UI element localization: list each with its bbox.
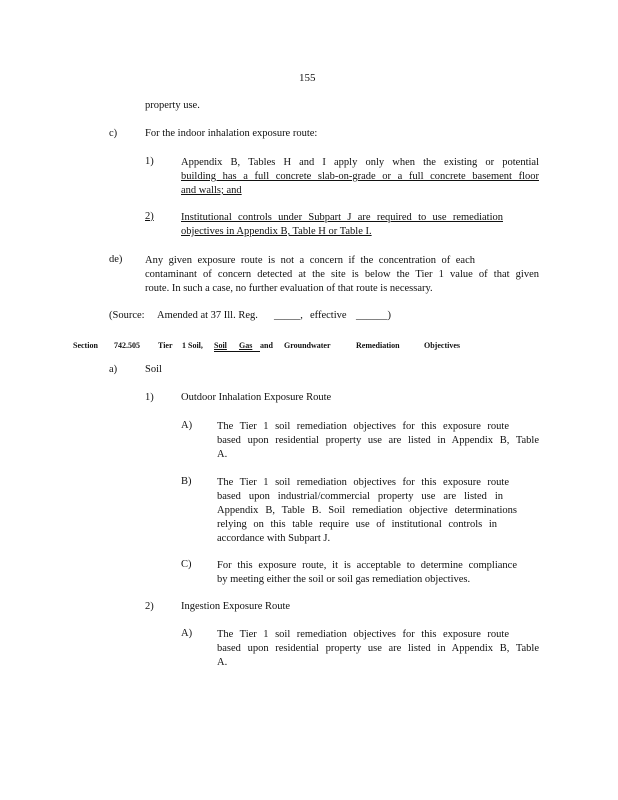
item-a1-marker: 1) xyxy=(145,392,154,403)
item-c2-block xyxy=(181,211,503,239)
item-c1-marker: 1) xyxy=(145,156,154,167)
item-de-line1: Any given exposure route is not a concern if the concentration of each xyxy=(145,255,475,266)
item-a1C-line2: by meeting either the soil or soil gas remediation objectives. xyxy=(217,574,471,585)
item-a1C-block xyxy=(217,559,517,587)
item-a2A-marker: A) xyxy=(181,628,193,639)
page-number: 155 xyxy=(299,72,316,84)
item-c1-block xyxy=(181,156,539,198)
continuation-text: property use. xyxy=(145,100,200,111)
item-de-block xyxy=(145,254,539,296)
item-c-marker: c) xyxy=(109,128,118,139)
item-c1-line2: building has a full concrete slab-on-grade or a full concrete basement floor xyxy=(181,171,539,182)
section-word-tier: Tier xyxy=(158,341,173,350)
source-blank-1: _____, xyxy=(274,310,303,321)
item-a2A-line2: based upon residential property use are listed in Appendix B, Table xyxy=(217,643,539,654)
item-c1-line3: and walls; and xyxy=(181,185,242,196)
item-a1C-marker: C) xyxy=(181,559,192,570)
item-a1B-line2: based upon industrial/commercial property use are listed in xyxy=(217,491,503,502)
item-a1-title: Outdoor Inhalation Exposure Route xyxy=(181,392,332,403)
item-a2A-line3: A. xyxy=(217,657,228,668)
section-word-soil-2: Soil xyxy=(214,341,227,350)
item-a1C-line1: For this exposure route, it is acceptable to determine compliance xyxy=(217,560,517,571)
item-a2-marker: 2) xyxy=(145,601,154,612)
item-a2A-block xyxy=(217,628,539,670)
item-a-title: Soil xyxy=(145,364,162,375)
item-a1A-block xyxy=(217,420,539,462)
section-word-gas: Gas xyxy=(239,341,253,350)
item-a1B-line5: accordance with Subpart J. xyxy=(217,533,331,544)
item-a1A-marker: A) xyxy=(181,420,193,431)
item-c2-line2: objectives in Appendix B, Table H or Table I. xyxy=(181,226,372,237)
item-c2-marker: 2) xyxy=(145,211,154,222)
section-number: 742.505 xyxy=(114,341,140,350)
item-a1A-line3: A. xyxy=(217,449,228,460)
item-a2-title: Ingestion Exposure Route xyxy=(181,601,291,612)
item-a-marker: a) xyxy=(109,364,118,375)
source-text: Amended at 37 Ill. Reg. xyxy=(157,310,258,321)
section-word-objectives: Objectives xyxy=(424,341,460,350)
section-word-remediation: Remediation xyxy=(356,341,400,350)
item-de-line3: route. In such a case, no further evaluation of that route is necessary. xyxy=(145,283,433,294)
item-a1B-line4: relying on this table require use of institutional controls in xyxy=(217,519,497,530)
item-a1B-marker: B) xyxy=(181,476,192,487)
source-blank-2: ______) xyxy=(356,310,391,321)
section-word-and: and xyxy=(260,341,273,350)
source-effective: effective xyxy=(310,310,347,321)
item-a2A-line1: The Tier 1 soil remediation objectives for this exposure route xyxy=(217,629,509,640)
item-a1B-line3: Appendix B, Table B. Soil remediation objective determinations xyxy=(217,505,517,516)
section-word-groundwater: Groundwater xyxy=(284,341,331,350)
item-c2-line1: Institutional controls under Subpart J are required to use remediation xyxy=(181,212,503,223)
item-c-text: For the indoor inhalation exposure route: xyxy=(145,128,318,139)
item-a1B-line1: The Tier 1 soil remediation objectives for this exposure route xyxy=(217,477,509,488)
item-a1A-line1: The Tier 1 soil remediation objectives for this exposure route xyxy=(217,421,509,432)
section-word-soil-1: 1 Soil, xyxy=(182,341,203,350)
section-label: Section xyxy=(73,341,98,350)
item-a1B-block xyxy=(217,476,517,546)
item-c1-line1: Appendix B, Tables H and I apply only when the existing or potential xyxy=(181,157,539,168)
item-de-line2: contaminant of concern detected at the site is below the Tier 1 value of that given xyxy=(145,269,539,280)
source-lead: (Source: xyxy=(109,310,145,321)
section-underline xyxy=(214,351,260,352)
item-de-marker: de) xyxy=(109,254,123,265)
item-a1A-line2: based upon residential property use are listed in Appendix B, Table xyxy=(217,435,539,446)
